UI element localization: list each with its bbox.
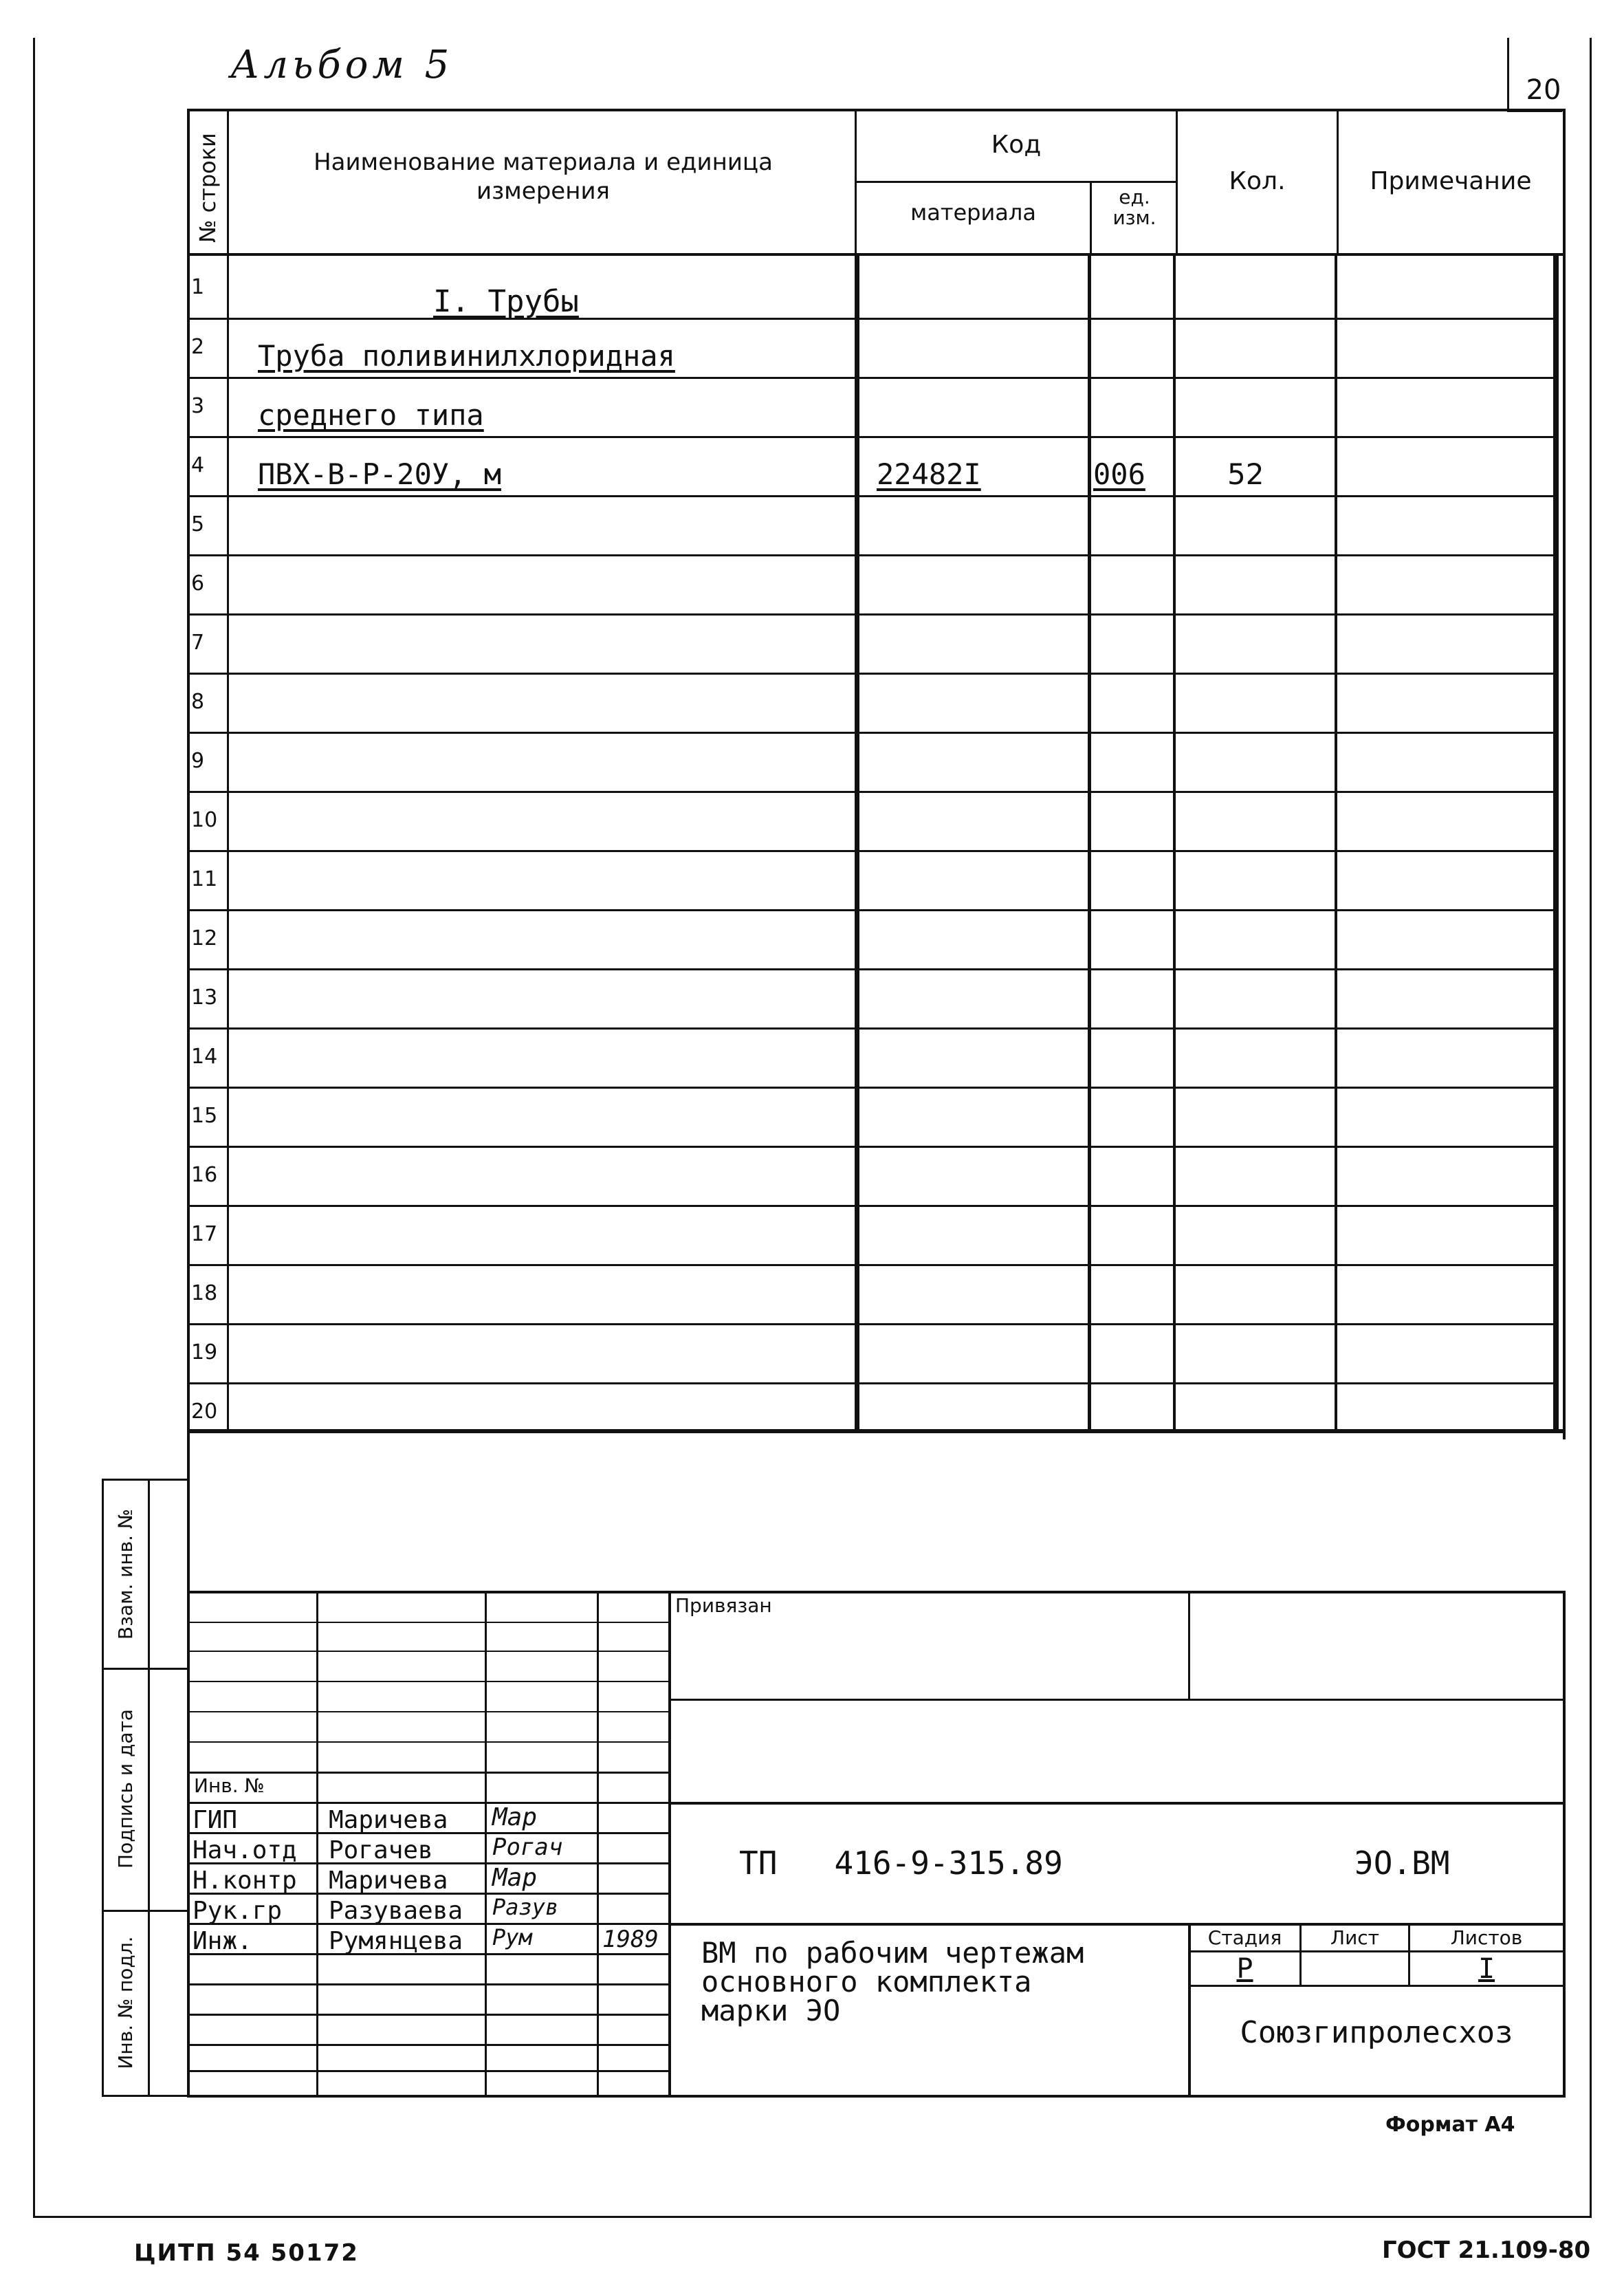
row-number: 3	[191, 394, 205, 418]
header-code-material: материала	[910, 199, 1036, 226]
form-top	[187, 109, 1566, 111]
form-right	[1563, 109, 1566, 1439]
stamp-row	[187, 1622, 670, 1623]
signatory-role: Н.контр	[193, 1866, 297, 1895]
signatory-name: Маричева	[329, 1866, 448, 1895]
row-number: 19	[191, 1340, 218, 1364]
row-line	[187, 377, 1559, 379]
stamp-privyazan-sep	[1188, 1591, 1190, 1701]
row-line	[187, 1264, 1559, 1266]
stamp-inv-no-label: Инв. №	[194, 1774, 265, 1797]
stamp-top	[187, 1591, 1566, 1593]
signatory-role: ГИП	[193, 1806, 238, 1834]
outer-frame-right	[1590, 38, 1592, 2218]
row-number: 4	[191, 453, 205, 477]
row-number: 17	[191, 1222, 218, 1246]
row-number: 9	[191, 749, 205, 773]
stamp-sheet-label: Лист	[1330, 1926, 1379, 1949]
label-vzam-inv: Взам. инв. №	[114, 1508, 137, 1640]
row-line	[187, 968, 1559, 970]
signatory-name: Маричева	[329, 1806, 448, 1834]
outer-frame-bottom	[33, 2216, 1591, 2218]
body-right-thick	[1553, 253, 1559, 1430]
material-name-cell: Труба поливинилхлоридная	[258, 339, 675, 373]
material-name-cell: ПВХ-В-Р-20У, м	[258, 457, 502, 491]
col-sep-unit	[1090, 182, 1092, 253]
album-label: Альбом 5	[230, 43, 454, 87]
form-left	[187, 109, 190, 2096]
signatory-role: Рук.гр	[193, 1897, 283, 1925]
signatory-role: Нач.отд	[193, 1836, 297, 1864]
header-code: Код	[991, 131, 1042, 159]
footer-format: Формат А4	[1385, 2113, 1515, 2137]
row-line	[187, 1323, 1559, 1325]
margin-box-inner	[148, 1479, 150, 2096]
row-line	[187, 673, 1559, 675]
header-code-unit: ед. изм.	[1112, 186, 1156, 229]
stamp-right	[1563, 1591, 1566, 2096]
stamp-year: 1989	[602, 1926, 659, 1953]
stamp-row	[187, 1983, 670, 1985]
header-bottom-line	[187, 253, 1566, 256]
stamp-privyazan-bottom	[670, 1699, 1566, 1701]
row-line	[187, 909, 1559, 911]
row-line	[187, 1027, 1559, 1030]
label-inv-podl: Инв. № подл.	[114, 1936, 137, 2069]
row-line	[187, 613, 1559, 616]
stamp-row	[187, 1802, 670, 1804]
stamp-bottom	[187, 2095, 1566, 2098]
row-number: 7	[191, 631, 205, 655]
stamp-col1	[316, 1591, 318, 2095]
signatory-role: Инж.	[193, 1927, 252, 1955]
row-line	[187, 495, 1559, 497]
row-number: 2	[191, 335, 205, 359]
col-sep-rowno	[227, 109, 229, 1430]
code-subheader-line	[855, 181, 1178, 183]
stamp-row	[187, 1741, 670, 1743]
stamp-title-line1: ВМ по рабочим чертежам	[701, 1936, 1084, 1970]
unit-code-cell: 006	[1093, 457, 1145, 491]
page-number: 20	[1526, 74, 1561, 106]
row-line	[187, 554, 1559, 556]
row-number: 1	[191, 275, 205, 299]
label-podpis-data: Подпись и дата	[114, 1709, 137, 1869]
row-number: 15	[191, 1104, 218, 1128]
row-line	[187, 1382, 1559, 1384]
row-number: 12	[191, 926, 218, 950]
body-sep-unit	[1088, 253, 1091, 1430]
stamp-row	[187, 1772, 670, 1774]
margin-box-div1	[102, 1668, 189, 1670]
stamp-organization: Союзгипролесхоз	[1240, 2015, 1513, 2050]
stamp-stage-label: Стадия	[1207, 1926, 1282, 1949]
stamp-code-bottom	[670, 1923, 1566, 1926]
row-number: 13	[191, 986, 218, 1010]
stamp-sheets-label: Листов	[1450, 1926, 1523, 1949]
stamp-title-line3: марки ЭО	[701, 1994, 841, 2027]
footer-gost: ГОСТ 21.109-80	[1382, 2236, 1591, 2264]
row-number: 16	[191, 1163, 218, 1187]
row-line	[187, 732, 1559, 734]
signatory-name: Румянцева	[329, 1927, 463, 1955]
stamp-sheets-value: I	[1478, 1953, 1495, 1985]
row-number: 5	[191, 512, 205, 536]
signatory-name: Разуваева	[329, 1897, 463, 1925]
signatory-signature: Мар	[492, 1864, 538, 1892]
header-name: Наименование материала и единица измерения	[314, 149, 773, 205]
row-number: 6	[191, 572, 205, 596]
row-line	[187, 1087, 1559, 1089]
stamp-stage-header-line	[1188, 1950, 1566, 1952]
signatory-signature: Рогач	[492, 1833, 563, 1861]
row-number: 10	[191, 808, 218, 832]
stamp-row	[187, 1651, 670, 1652]
stamp-doc-mark: ЭО.ВМ	[1354, 1844, 1450, 1882]
stamp-row	[187, 2070, 670, 2072]
stamp-col2	[485, 1591, 487, 2095]
stamp-row	[187, 1711, 670, 1712]
stamp-stage-value-line	[1188, 1985, 1566, 1987]
stamp-privyazan-label: Привязан	[675, 1594, 772, 1617]
stamp-row	[187, 1681, 670, 1682]
footer-left-code: ЦИТП 54 50172	[134, 2239, 359, 2267]
margin-box-top	[102, 1479, 189, 1481]
stamp-title-line2: основного комплекта	[701, 1965, 1032, 1999]
body-sep-code	[1173, 253, 1176, 1430]
row-line	[187, 436, 1559, 438]
margin-box-left	[102, 1479, 104, 2096]
stamp-col3	[597, 1591, 599, 2095]
quantity-cell: 52	[1227, 457, 1264, 491]
row-number: 20	[191, 1400, 218, 1424]
row-line	[187, 318, 1559, 320]
stamp-stage-value: Р	[1236, 1953, 1253, 1985]
header-row-no: № строки	[195, 133, 221, 243]
row-number: 11	[191, 867, 218, 891]
header-note: Примечание	[1370, 167, 1532, 195]
row-line	[187, 791, 1559, 793]
signatory-signature: Мар	[492, 1803, 538, 1831]
row-number: 8	[191, 690, 205, 714]
stamp-row	[187, 2014, 670, 2016]
body-sep-name	[855, 253, 859, 1430]
row-number: 14	[191, 1045, 218, 1069]
row-line	[187, 850, 1559, 852]
signatory-name: Рогачев	[329, 1836, 433, 1864]
stamp-doc-code: ТП 416-9-315.89	[739, 1844, 1063, 1882]
signatory-signature: Рум	[492, 1924, 532, 1950]
body-sep-qty	[1335, 253, 1337, 1430]
outer-frame-left	[33, 38, 35, 2218]
header-qty: Кол.	[1229, 167, 1286, 195]
stamp-code-top	[670, 1802, 1566, 1805]
body-bottom	[187, 1429, 1566, 1433]
material-name-cell: I. Трубы	[433, 284, 579, 319]
signatory-signature: Разув	[492, 1894, 559, 1920]
stamp-row	[187, 2044, 670, 2046]
material-name-cell: среднего типа	[258, 398, 484, 432]
stamp-col4	[668, 1591, 671, 2095]
row-line	[187, 1205, 1559, 1207]
material-code-cell: 22482I	[877, 457, 981, 491]
row-line	[187, 1146, 1559, 1148]
row-number: 18	[191, 1281, 218, 1305]
